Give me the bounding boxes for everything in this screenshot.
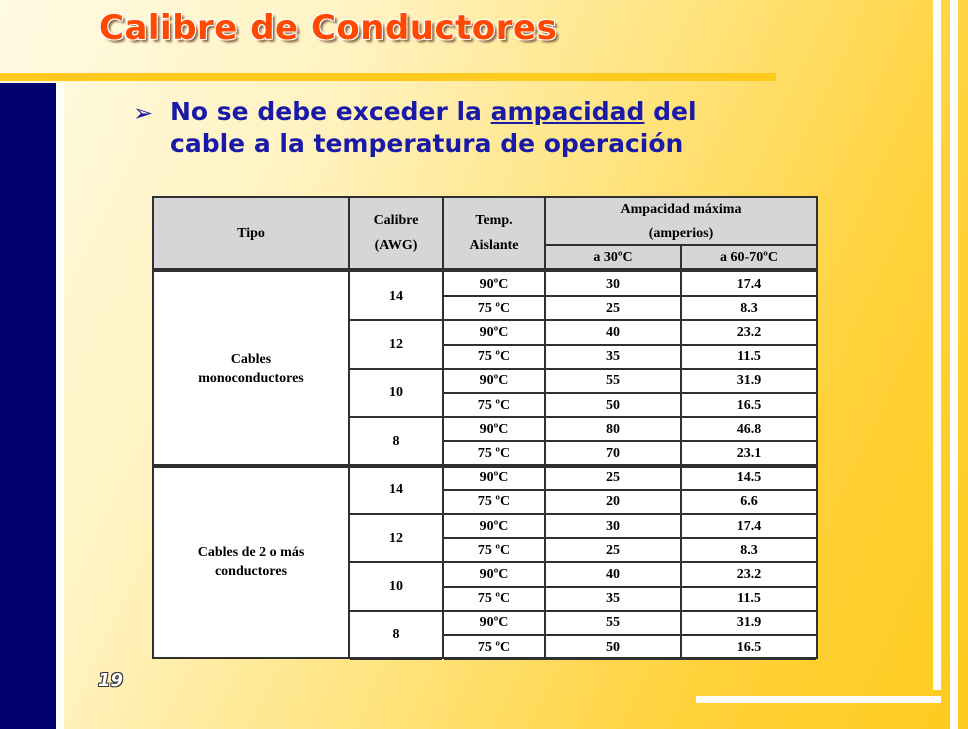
header-tipo: Tipo [154, 198, 348, 268]
temp-cell: 90ºC [479, 518, 509, 534]
bottom-accent-stripe [696, 696, 941, 703]
row-separator [444, 658, 816, 660]
temp-cell: 90ºC [479, 373, 509, 389]
ampacity-60-70-cell: 17.4 [736, 518, 762, 534]
ampacity-60-70-cell: 17.4 [736, 276, 762, 292]
ampacity-30-cell: 40 [606, 324, 620, 340]
gauge-awg-cell: 10 [389, 385, 403, 401]
slide-title: Calibre de Conductores [99, 8, 558, 48]
gauge-awg-cell: 8 [392, 627, 400, 643]
ampacity-60-70-cell: 31.9 [736, 615, 762, 631]
header-divider [442, 198, 444, 268]
ampacity-60-70-cell: 11.5 [737, 349, 761, 365]
bullet-arrow-icon: ➢ [133, 99, 154, 127]
ampacity-60-70-cell: 23.2 [736, 566, 762, 582]
temp-cell: 90ºC [479, 566, 509, 582]
header-ampacidad-label: Ampacidad máxima [620, 201, 742, 217]
group-tipo-line2: conductores [214, 564, 288, 580]
slide-subtitle [170, 96, 770, 160]
gauge-separator [350, 658, 442, 660]
ampacity-60-70-cell: 8.3 [740, 300, 758, 316]
page-number: 19 [98, 670, 124, 691]
header-divider [680, 244, 682, 268]
ampacity-30-cell: 70 [606, 445, 620, 461]
ampacity-30-cell: 30 [606, 518, 620, 534]
ampacity-60-70-cell: 16.5 [736, 639, 762, 655]
ampacity-30-cell: 35 [606, 591, 620, 607]
temp-cell: 75 ºC [477, 494, 511, 510]
right-accent-stripe-outer [950, 0, 958, 729]
subtitle-text-start: No se debe exceder la [170, 97, 491, 126]
ampacity-30-cell: 25 [606, 542, 620, 558]
header-temp [444, 198, 544, 268]
ampacity-60-70-cell: 6.6 [740, 494, 758, 510]
temp-cell: 75 ºC [477, 591, 511, 607]
ampacity-table [152, 196, 818, 659]
temp-cell: 90ºC [479, 470, 509, 486]
ampacity-60-70-cell: 8.3 [740, 542, 758, 558]
header-temp-label: Temp. [475, 213, 513, 228]
header-divider [348, 198, 350, 268]
subtitle-keyword: ampacidad [490, 97, 645, 126]
group-tipo-line1: Cables de 2 o más [197, 545, 305, 561]
temp-cell: 90ºC [479, 615, 509, 631]
ampacity-60-70-cell: 31.9 [736, 373, 762, 389]
header-divider [544, 198, 546, 268]
group-tipo-cell [154, 466, 348, 660]
ampacity-30-cell: 40 [606, 566, 620, 582]
ampacity-60-70-cell: 46.8 [736, 421, 762, 437]
ampacity-30-cell: 55 [606, 373, 620, 389]
right-accent-stripe [933, 0, 941, 690]
ampacity-30-cell: 25 [606, 470, 620, 486]
column-divider [544, 272, 546, 657]
temp-cell: 75 ºC [477, 397, 511, 413]
ampacity-30-cell: 80 [606, 421, 620, 437]
temp-cell: 90ºC [479, 276, 509, 292]
gauge-awg-cell: 12 [389, 337, 403, 353]
ampacity-30-cell: 55 [606, 615, 620, 631]
title-underline-rule [0, 73, 776, 81]
header-temp-sub: Aislante [469, 238, 519, 253]
header-divider [546, 244, 816, 246]
header-calibre-unit: (AWG) [374, 238, 418, 253]
subtitle-text-end: del cable a la temperatura de operación [170, 97, 697, 158]
column-divider [442, 272, 444, 657]
header-calibre-label: Calibre [373, 213, 419, 228]
group-tipo-cell [154, 272, 348, 466]
group-tipo-line1: Cables [230, 351, 272, 367]
ampacity-30-cell: 35 [606, 349, 620, 365]
group-tipo-line2: monoconductores [198, 370, 304, 386]
temp-cell: 75 ºC [477, 639, 511, 655]
gauge-awg-cell: 14 [389, 482, 403, 498]
header-col-30: a 30ºC [546, 246, 680, 268]
column-divider [348, 272, 350, 657]
header-ampacidad-unit: (amperios) [648, 225, 714, 241]
temp-cell: 90ºC [479, 421, 509, 437]
column-divider [680, 272, 682, 657]
ampacity-30-cell: 25 [606, 300, 620, 316]
temp-cell: 90ºC [479, 324, 509, 340]
gauge-awg-cell: 8 [392, 433, 400, 449]
ampacity-30-cell: 50 [606, 397, 620, 413]
temp-cell: 75 ºC [477, 445, 511, 461]
header-col-60-70: a 60-70ºC [682, 246, 816, 268]
temp-cell: 75 ºC [477, 300, 511, 316]
ampacity-30-cell: 30 [606, 276, 620, 292]
gauge-awg-cell: 10 [389, 579, 403, 595]
ampacity-60-70-cell: 11.5 [737, 591, 761, 607]
ampacity-60-70-cell: 14.5 [736, 470, 762, 486]
ampacity-60-70-cell: 23.1 [736, 445, 762, 461]
ampacity-30-cell: 50 [606, 639, 620, 655]
temp-cell: 75 ºC [477, 349, 511, 365]
left-accent-gap [56, 83, 64, 729]
gauge-awg-cell: 12 [389, 530, 403, 546]
left-accent-band [0, 83, 56, 729]
temp-cell: 75 ºC [477, 542, 511, 558]
gauge-awg-cell: 14 [389, 288, 403, 304]
ampacity-30-cell: 20 [606, 494, 620, 510]
header-ampacidad [546, 198, 816, 244]
ampacity-60-70-cell: 16.5 [736, 397, 762, 413]
header-calibre [350, 198, 442, 268]
ampacity-60-70-cell: 23.2 [736, 324, 762, 340]
